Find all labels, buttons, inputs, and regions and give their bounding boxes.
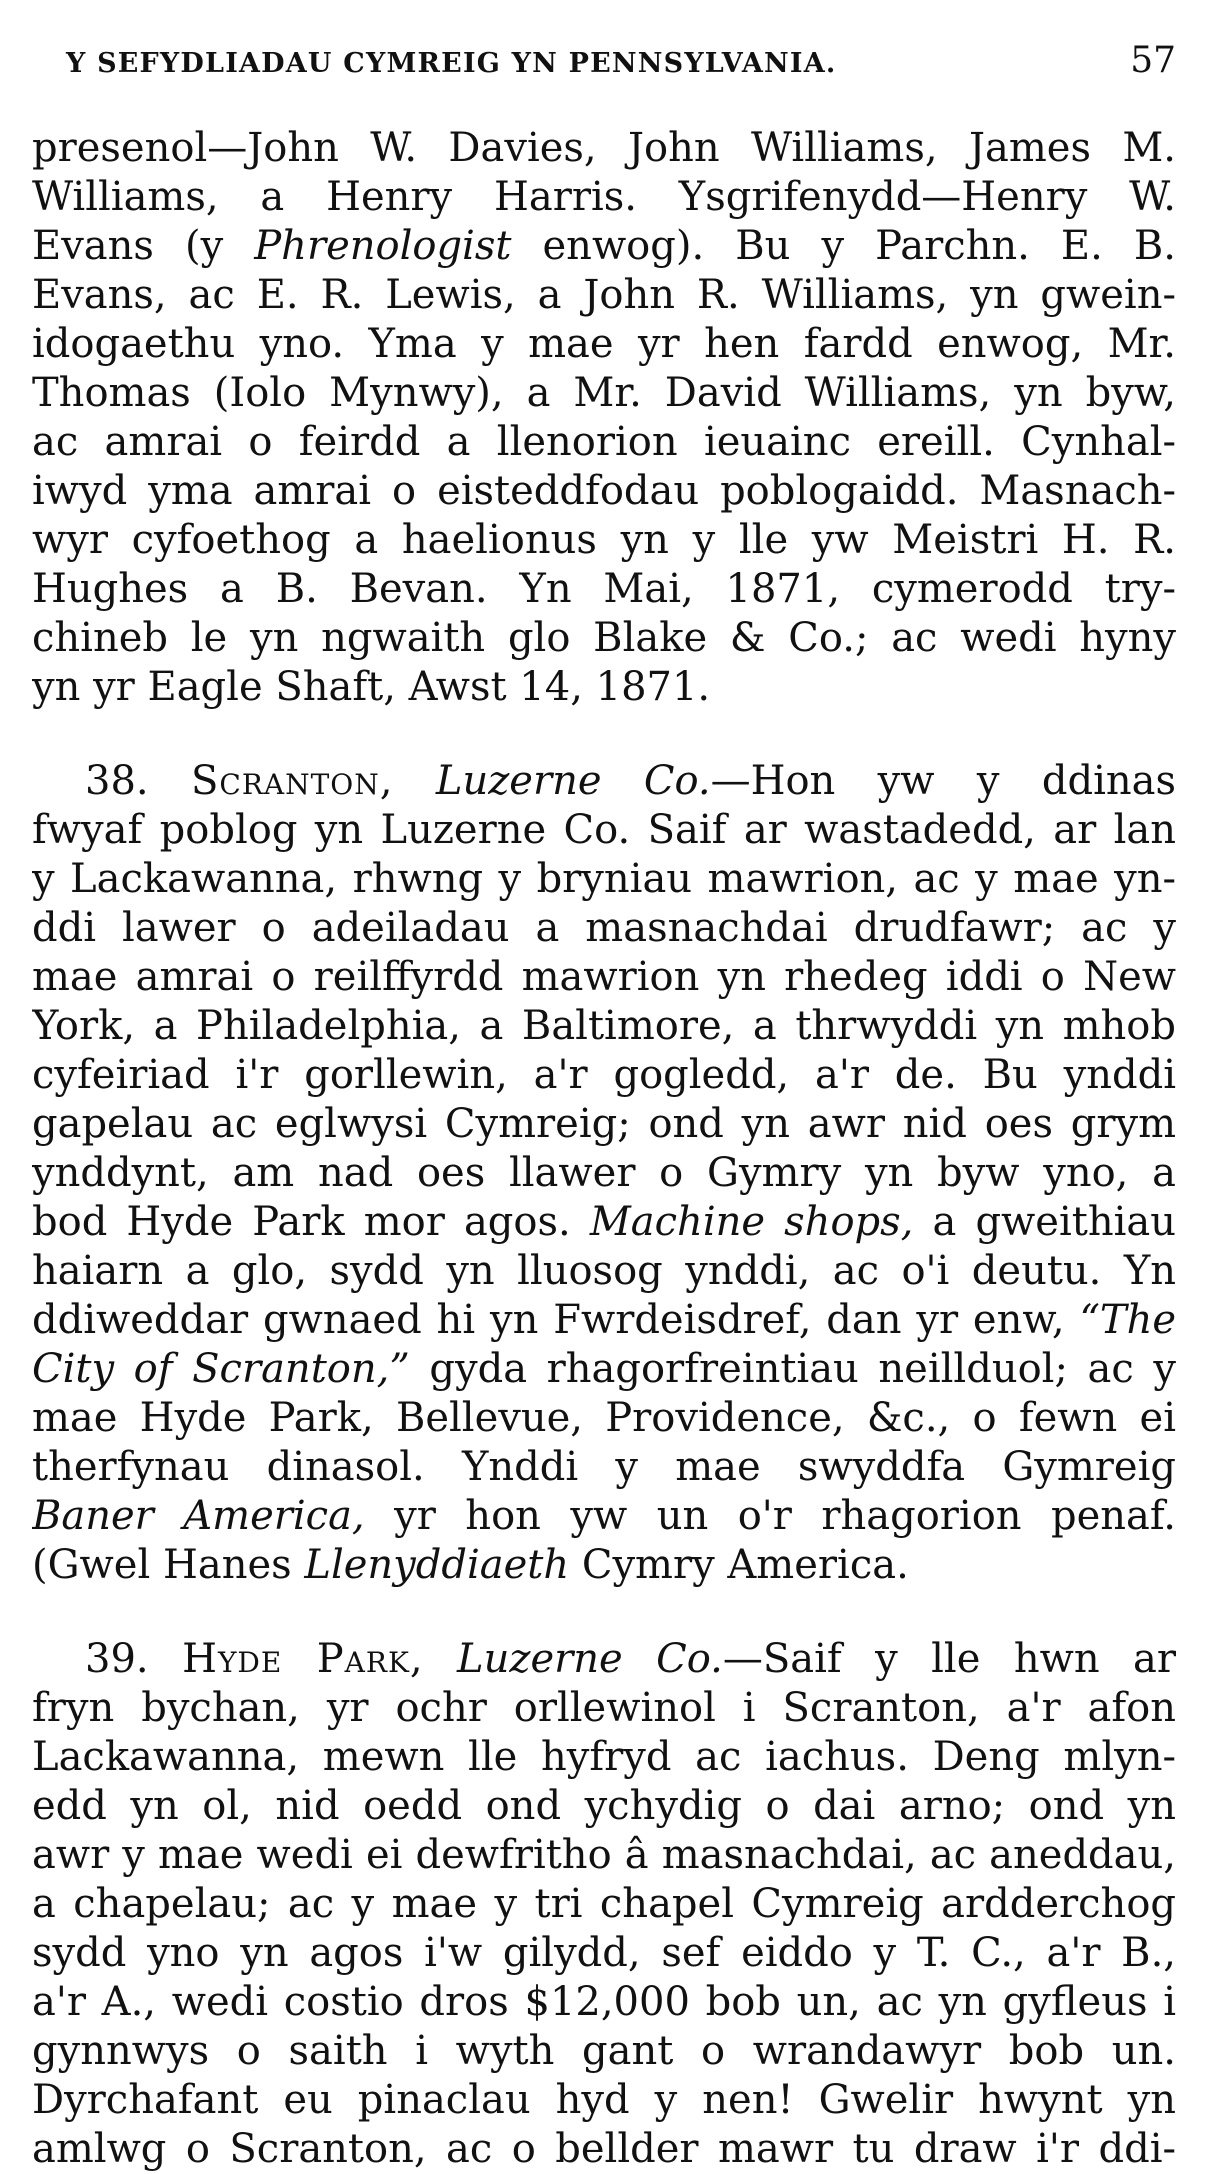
paragraph-continuation [32, 124, 1176, 712]
italic-term: City of Scranton,” [32, 1346, 410, 1392]
entry-heading-line: 39. Hyde Park, Luzerne Co.—Saif y lle hwn ar [85, 1636, 1176, 1682]
text-line: Hughes a B. Bevan. Yn Mai, 1871, cymerodd try- [32, 566, 1176, 612]
text-line: bod Hyde Park mor agos. Machine shops, a gweithiau [32, 1199, 1176, 1245]
running-head [66, 40, 1176, 84]
text-line: Dyrchafant eu pinaclau hyd y nen! Gwelir hwynt yn [32, 2077, 1176, 2123]
italic-term: “The [1079, 1297, 1176, 1343]
text-line: wyr cyfoethog a haelionus yn y lle yw Meistri H. R. [32, 517, 1176, 563]
italic-term: Phrenologist [254, 223, 512, 269]
text-line: Williams, a Henry Harris. Ysgrifenydd—Henry W. [32, 174, 1176, 220]
text-line: idogaethu yno. Yma y mae yr hen fardd enwog, Mr. [32, 321, 1176, 367]
italic-term: Baner America, [32, 1493, 365, 1539]
text-line: ddi lawer o adeiladau a masnachdai drudfawr; ac y [32, 905, 1176, 951]
paragraph-spacer [32, 1590, 1176, 1635]
text-line: cyfeiriad i'r gorllewin, a'r gogledd, a'r de. Bu ynddi [32, 1052, 1176, 1098]
entry-heading-line: 38. Scranton, Luzerne Co.—Hon yw y ddinas [85, 758, 1176, 804]
text-line: mae Hyde Park, Bellevue, Providence, &c., o fewn ei [32, 1395, 1176, 1441]
entry-39-hyde-park [32, 1635, 1176, 2174]
text-line: gynnwys o saith i wyth gant o wrandawyr bob un. [32, 2028, 1176, 2074]
text-line: iwyd yma amrai o eisteddfodau poblogaidd. Masnach- [32, 468, 1176, 514]
text-line: York, a Philadelphia, a Baltimore, a thrwyddi yn mhob [32, 1003, 1176, 1049]
text-line: presenol—John W. Davies, John Williams, James M. [32, 125, 1176, 171]
entry-38-scranton [32, 757, 1176, 1590]
text-line: fryn bychan, yr ochr orllewinol i Scranton, a'r afon [32, 1685, 1176, 1731]
place-name: Scranton, [191, 758, 394, 804]
place-name: Hyde Park, [182, 1636, 424, 1682]
italic-term: Machine shops, [589, 1199, 914, 1245]
text-line: Thomas (Iolo Mynwy), a Mr. David Williams, yn byw, [32, 370, 1176, 416]
text-line: a'r A., wedi costio dros $12,000 bob un, ac yn gyfleus i [32, 1979, 1176, 2025]
text-line: Evans, ac E. R. Lewis, a John R. Williams, yn gwein- [32, 272, 1176, 318]
text-line: chineb le yn ngwaith glo Blake & Co.; ac wedi hyny [32, 615, 1176, 661]
text-line: Evans (y Phrenologist enwog). Bu y Parchn. E. B. [32, 223, 1176, 269]
paragraph-spacer [32, 712, 1176, 757]
text-line: sydd yno yn agos i'w gilydd, sef eiddo y T. C., a'r B., [32, 1930, 1176, 1976]
text-line: gapelau ac eglwysi Cymreig; ond yn awr nid oes grym [32, 1101, 1176, 1147]
text-line: awr y mae wedi ei dewfritho â masnachdai, ac aneddau, [32, 1832, 1176, 1878]
text-line: ddiweddar gwnaed hi yn Fwrdeisdref, dan yr enw, “The [32, 1297, 1176, 1343]
text-line: amlwg o Scranton, ac o bellder mawr tu draw i'r ddi- [32, 2126, 1176, 2172]
text-line: Baner America, yr hon yw un o'r rhagorion penaf. [32, 1493, 1176, 1539]
county-name: Luzerne Co. [435, 758, 711, 804]
text-line: Lackawanna, mewn lle hyfryd ac iachus. Deng mlyn- [32, 1734, 1176, 1780]
text-line: therfynau dinasol. Ynddi y mae swyddfa Gymreig [32, 1444, 1176, 1490]
text-line: y Lackawanna, rhwng y bryniau mawrion, ac y mae yn- [32, 856, 1176, 902]
text-line: yn yr Eagle Shaft, Awst 14, 1871. [32, 664, 711, 710]
county-name: Luzerne Co. [457, 1636, 723, 1682]
text-line: haiarn a glo, sydd yn lluosog ynddi, ac o'i deutu. Yn [32, 1248, 1176, 1294]
text-line: edd yn ol, nid oedd ond ychydig o dai arno; ond yn [32, 1783, 1176, 1829]
text-line: a chapelau; ac y mae y tri chapel Cymreig ardderchog [32, 1881, 1176, 1927]
text-line: fwyaf poblog yn Luzerne Co. Saif ar wastadedd, ar lan [32, 807, 1176, 853]
text-line: ac amrai o feirdd a llenorion ieuainc ereill. Cynhal- [32, 419, 1176, 465]
text-line: ynddynt, am nad oes llawer o Gymry yn byw yno, a [32, 1150, 1176, 1196]
running-title: Y SEFYDLIADAU CYMREIG YN PENNSYLVANIA. [66, 48, 837, 79]
text-line: mae amrai o reilffyrdd mawrion yn rhedeg iddi o New [32, 954, 1176, 1000]
page-number: 57 [1130, 40, 1176, 81]
text-line: (Gwel Hanes Llenyddiaeth Cymry America. [32, 1542, 909, 1588]
text-line: City of Scranton,” gyda rhagorfreintiau neillduol; ac y [32, 1346, 1176, 1392]
body-text [32, 124, 1176, 2174]
italic-term: Llenyddiaeth [304, 1542, 570, 1588]
